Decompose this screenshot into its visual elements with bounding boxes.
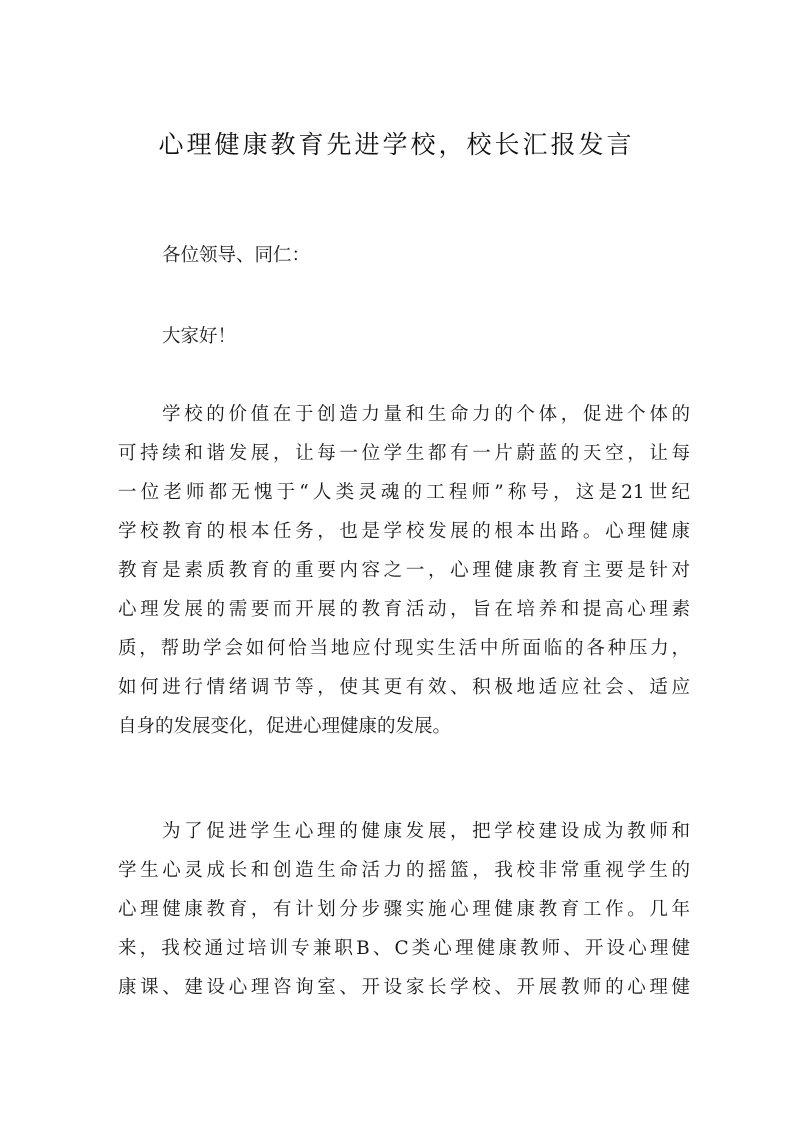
greeting: 大家好！ [162, 326, 237, 347]
paragraph-line: 质，帮助学会如何恰当地应付现实生活中所面临的各种压力， [118, 638, 690, 659]
paragraph-line: 为了促进学生心理的健康发展，把学校建设成为教师和 [162, 821, 690, 842]
paragraph-line: 来，我校通过培训专兼职B、C类心理健康教师、开设心理健 [118, 938, 690, 959]
paragraph-line: 教育是素质教育的重要内容之一，心理健康教育主要是针对 [118, 560, 690, 581]
paragraph-line: 心理健康教育，有计划分步骤实施心理健康教育工作。几年 [118, 899, 690, 920]
paragraph-line: 如何进行情绪调节等，使其更有效、积极地适应社会、适应 [118, 677, 690, 698]
paragraph-line: 自身的发展变化，促进心理健康的发展。 [118, 716, 452, 737]
document-title: 心理健康教育先进学校，校长汇报发言 [158, 130, 635, 159]
salutation: 各位领导、同仁： [162, 245, 311, 266]
paragraph-line: 心理发展的需要而开展的教育活动，旨在培养和提高心理素 [118, 599, 690, 620]
paragraph-line: 学校教育的根本任务，也是学校发展的根本出路。心理健康 [118, 521, 690, 542]
paragraph-line: 一位老师都无愧于“人类灵魂的工程师”称号，这是21世纪 [118, 482, 690, 503]
paragraph-line: 康课、建设心理咨询室、开设家长学校、开展教师的心理健 [118, 977, 690, 998]
paragraph-line: 学校的价值在于创造力量和生命力的个体，促进个体的 [162, 404, 690, 425]
paragraph-line: 可持续和谐发展，让每一位学生都有一片蔚蓝的天空，让每 [118, 443, 690, 464]
paragraph-line: 学生心灵成长和创造生命活力的摇篮，我校非常重视学生的 [118, 860, 690, 881]
